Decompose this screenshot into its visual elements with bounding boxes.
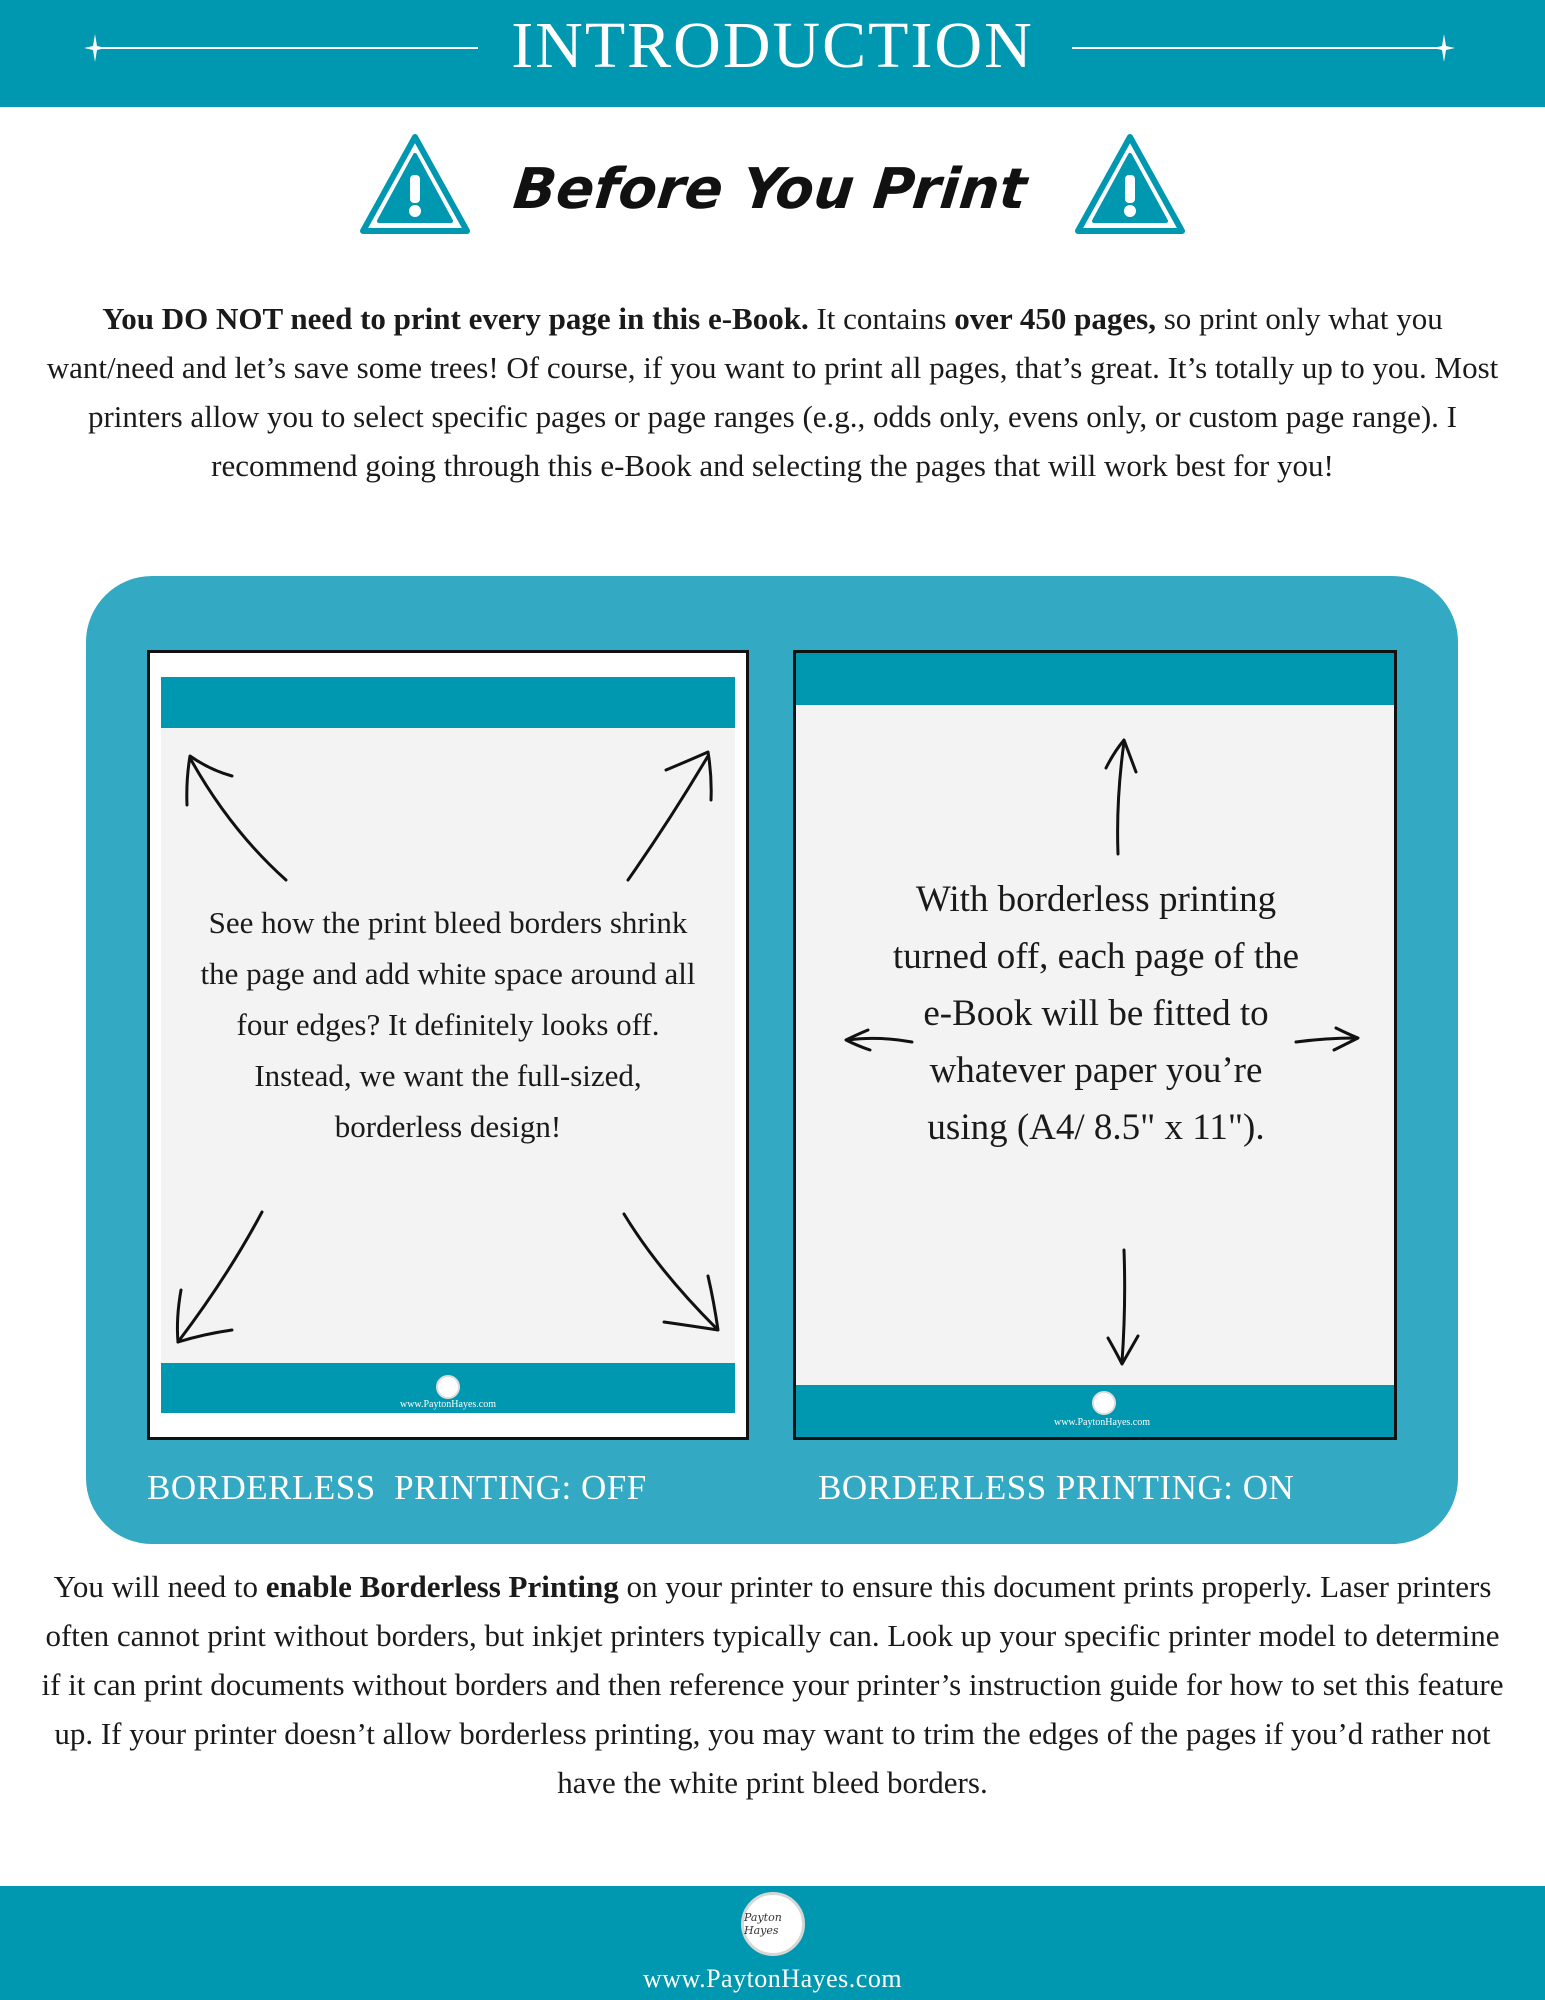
caption-borderless-off: BORDERLESS PRINTING: OFF (147, 1468, 647, 1507)
logo-icon (1092, 1391, 1116, 1415)
instructions-text-1: You will need to (53, 1569, 266, 1604)
logo-text: Payton Hayes (744, 1911, 782, 1937)
intro-bold-2: over 450 pages, (954, 301, 1156, 336)
page-mockup-borderless-off (147, 650, 749, 1440)
intro-text-2: so print only what you want/need and let’s save some trees! Of course, if you want to print all pages, that’s great. It’s totally up to you. Most printers allow you to select specific pages or page ranges (e.g., odds only, evens only, or custom page range). I recommend going through this e-Book and selecting the pages that will work best for you! (46, 301, 1499, 483)
instructions-paragraph (40, 1562, 1505, 1807)
logo-icon (741, 1892, 805, 1956)
page-mockup-borderless-on (793, 650, 1397, 1440)
warning-triangle-icon (359, 133, 471, 237)
section-subtitle: Before You Print (510, 157, 1030, 222)
mockup-header-bar (161, 677, 735, 728)
mockup-description: See how the print bleed borders shrink the page and add white space around all four edges? It definitely looks off. Instead, we want the full-sized, borderless design! (200, 905, 696, 1144)
instructions-text-2: on your printer to ensure this document prints properly. Laser printers often cannot print without borders, but inkjet printers typically can. Look up your specific printer model to determine if it can print documents without borders and then reference your printer’s instruction guide for how to set this feature up. If your printer doesn’t allow borderless printing, you may want to trim the edges of the pages if you’d rather not have the white print bleed borders. (41, 1569, 1504, 1800)
intro-text-1: It contains (808, 301, 955, 336)
mockup-url: www.PaytonHayes.com (1053, 1417, 1150, 1428)
mockup-url: www.PaytonHayes.com (399, 1399, 496, 1410)
mockup-description: With borderless printing turned off, each page of the e-Book will be fitted to whatever paper you’re using (A4/ 8.5" x 11"). (892, 879, 1300, 1148)
logo-icon (436, 1375, 460, 1399)
mockup-header-bar (796, 653, 1394, 705)
caption-borderless-on: BORDERLESS PRINTING: ON (818, 1468, 1295, 1507)
instructions-bold: enable Borderless Printing (265, 1569, 619, 1604)
page-title: INTRODUCTION (511, 9, 1034, 82)
warning-triangle-icon (1074, 133, 1186, 237)
intro-bold-1: You DO NOT need to print every page in this e-Book. (102, 301, 809, 336)
intro-paragraph (40, 294, 1505, 490)
footer-url[interactable]: www.PaytonHayes.com (642, 1964, 903, 1993)
